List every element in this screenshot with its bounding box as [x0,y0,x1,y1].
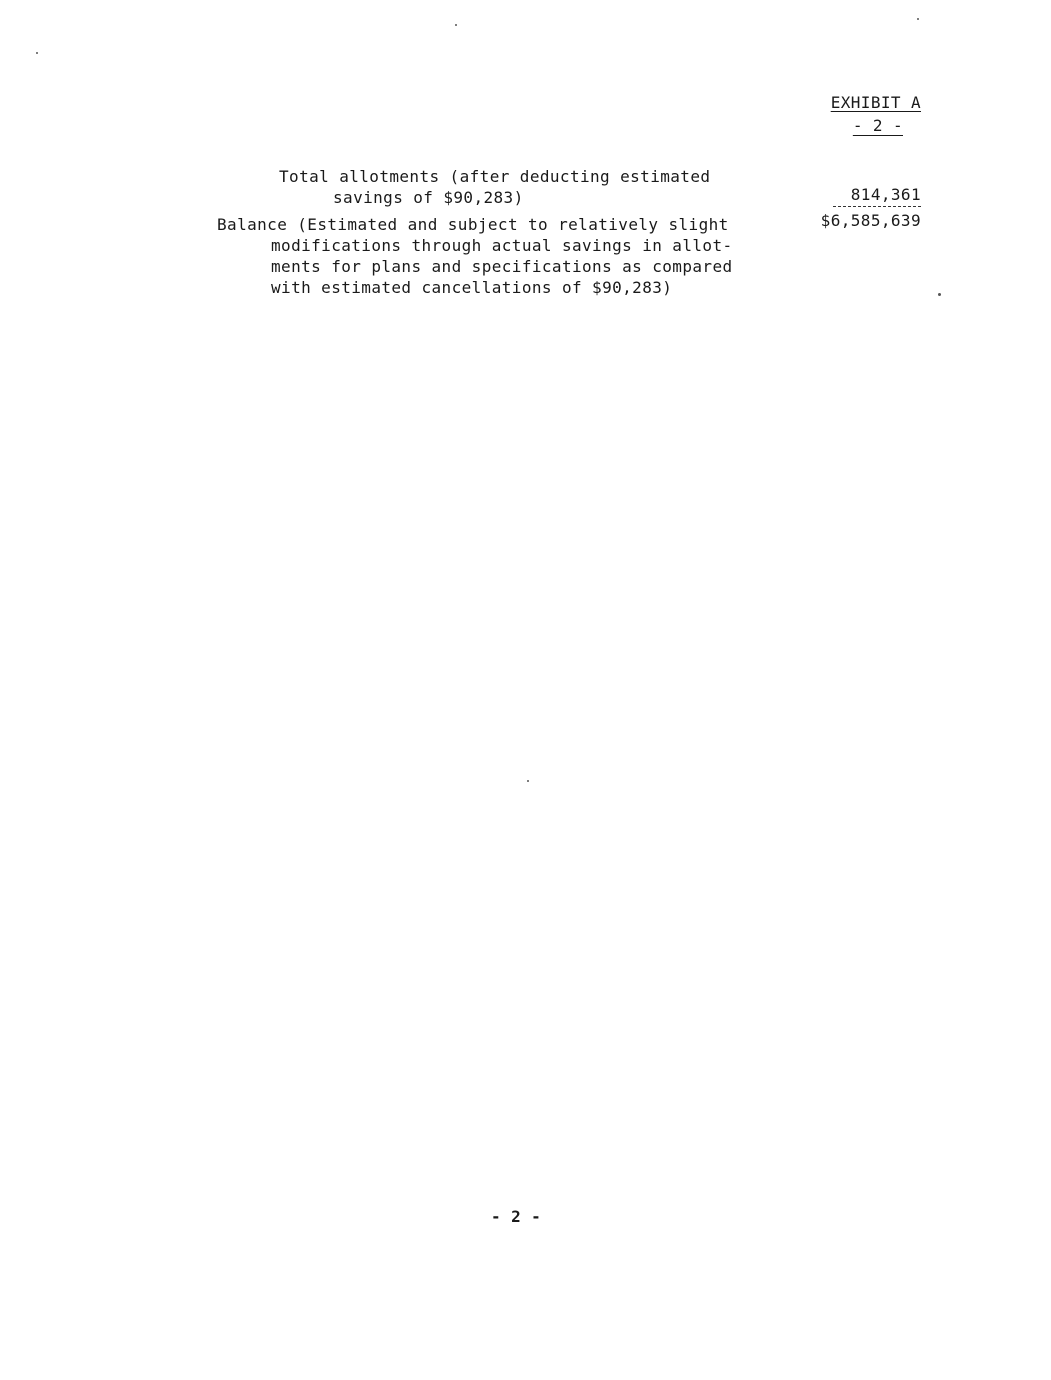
total-allotments-amount: 814,361 [850,185,921,204]
paper-speck [455,24,457,26]
balance-line2: modifications through actual savings in allot- [271,236,733,255]
balance-amount: $6,585,639 [820,211,921,230]
balance-line4: with estimated cancellations of $90,283) [271,278,673,297]
paper-speck [527,780,529,782]
total-allotments-line2: savings of $90,283) [333,188,524,207]
exhibit-title: EXHIBIT A [830,93,921,112]
paper-speck [917,18,919,20]
amount-underline [833,206,921,207]
paper-speck [938,293,941,296]
page-number: - 2 - [491,1207,542,1226]
balance-line3: ments for plans and specifications as compared [271,257,733,276]
exhibit-sub-page: - 2 - [852,116,903,135]
paper-speck [36,52,38,54]
total-allotments-line1: Total allotments (after deducting estimated [279,167,711,186]
balance-line1: Balance (Estimated and subject to relatively slight [217,215,729,234]
